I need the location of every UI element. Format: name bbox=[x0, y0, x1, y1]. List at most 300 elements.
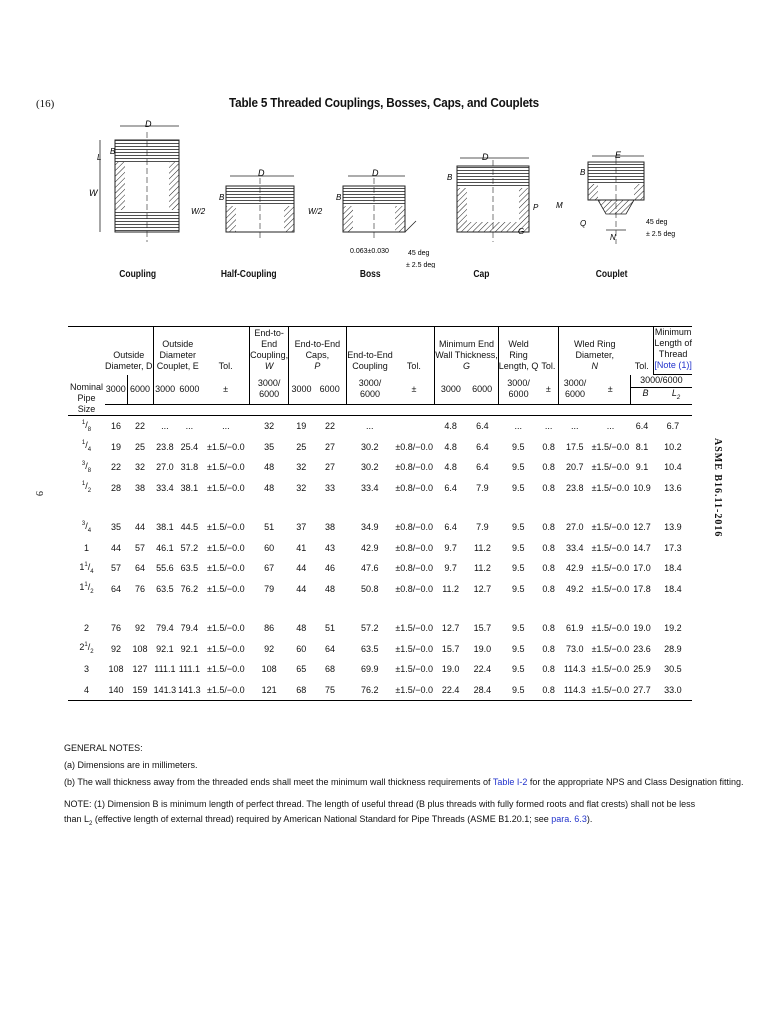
table-cell: 19.0 bbox=[473, 643, 492, 654]
half-coupling-drawing bbox=[191, 168, 294, 240]
table-cell: ±1.5/−0.0 bbox=[395, 643, 434, 654]
boss-dim-W2-label: W/2 bbox=[308, 207, 323, 216]
table-cell: 92.1 bbox=[156, 643, 174, 654]
table-cell: 18.4 bbox=[664, 583, 682, 594]
figure-label-coupling: Coupling bbox=[119, 269, 157, 280]
table-cell: 0.8 bbox=[542, 441, 555, 452]
dim-W-label: W bbox=[89, 188, 98, 198]
table-cell: 33.4 bbox=[566, 542, 584, 553]
notes-section bbox=[64, 740, 744, 832]
nominal-size-cell: $1^1/_2$ bbox=[79, 582, 94, 595]
table-cell: 9.5 bbox=[512, 441, 525, 452]
table-cell: 0.8 bbox=[542, 583, 555, 594]
table-cell: ±1.5/−0.0 bbox=[206, 664, 245, 675]
table-cell: ±1.5/−0.0 bbox=[591, 664, 630, 675]
table-cell: 38.1 bbox=[180, 482, 199, 493]
table-cell: 27.0 bbox=[156, 462, 174, 473]
p-6000-header: 6000 bbox=[314, 375, 346, 405]
table-cell: 25 bbox=[296, 441, 307, 452]
table-cell: 34.9 bbox=[361, 522, 379, 533]
table-cell: 4.8 bbox=[444, 421, 457, 432]
half-dim-B-label: B bbox=[219, 193, 225, 202]
table-cell: 33.0 bbox=[654, 680, 692, 701]
table-cell: 108 bbox=[132, 643, 148, 654]
table-cell: ... bbox=[571, 421, 579, 432]
couplet-length-header: End-to-End Coupling bbox=[346, 327, 394, 375]
table-cell: 44.5 bbox=[180, 522, 199, 533]
table-cell: 27.0 bbox=[566, 522, 584, 533]
nominal-size-cell: 2 bbox=[84, 623, 90, 634]
q-class-header: 3000/ 6000 bbox=[498, 375, 538, 405]
table-cell: ±1.5/−0.0 bbox=[591, 441, 630, 452]
table-cell: 108 bbox=[108, 664, 124, 675]
table-cell: 48 bbox=[324, 583, 335, 594]
couplet-tol-header: Tol. bbox=[202, 327, 250, 375]
cap-drawing bbox=[447, 152, 539, 242]
table-cell: 0.8 bbox=[542, 563, 555, 574]
weld-ring-tol-header: Tol. bbox=[538, 327, 559, 375]
table-cell: ±1.5/−0.0 bbox=[591, 462, 630, 473]
table-cell: ±1.5/−0.0 bbox=[591, 542, 630, 553]
table-cell: 17.3 bbox=[664, 542, 682, 553]
e-6000-header: 6000 bbox=[177, 375, 202, 405]
od-3000-header: 3000 bbox=[105, 375, 127, 405]
table-cell: 14.7 bbox=[633, 542, 651, 553]
table-cell: ±1.5/−0.0 bbox=[206, 482, 245, 493]
table-cell: 27 bbox=[324, 441, 335, 452]
table-cell: 20.7 bbox=[566, 462, 584, 473]
table-cell: 32 bbox=[296, 462, 307, 473]
od-6000-header: 6000 bbox=[127, 375, 153, 405]
table-cell: 159 bbox=[127, 680, 153, 701]
table-cell: 28.9 bbox=[664, 643, 682, 654]
table-row bbox=[68, 639, 692, 660]
table-cell: 12.7 bbox=[473, 583, 492, 594]
table-cell: 51 bbox=[264, 522, 275, 533]
table-cell: 6.4 bbox=[476, 462, 489, 473]
table-cell: ... bbox=[161, 421, 169, 432]
table-cell: 28.4 bbox=[467, 680, 499, 701]
table-cell: 32 bbox=[264, 421, 275, 432]
table-cell: 15.7 bbox=[441, 643, 460, 654]
table-cell: ±1.5/−0.0 bbox=[206, 643, 245, 654]
couplet-class-header: 3000/ 6000 bbox=[346, 375, 394, 405]
table-cell: 57 bbox=[111, 563, 122, 574]
table-row bbox=[68, 538, 692, 559]
table-cell: 0.8 bbox=[542, 542, 555, 553]
fitting-figures bbox=[60, 118, 720, 288]
couplet-dim-N-label: N bbox=[610, 233, 616, 242]
table-cell: 63.5 bbox=[180, 563, 199, 574]
table-cell: 61.9 bbox=[566, 623, 584, 634]
table-cell: 63.5 bbox=[361, 643, 379, 654]
table-cell: 64 bbox=[324, 643, 335, 654]
table-cell: 0.8 bbox=[542, 522, 555, 533]
table-header bbox=[68, 327, 692, 416]
table-cell: 17.5 bbox=[566, 441, 584, 452]
table-cell: 19.2 bbox=[664, 623, 682, 634]
weld-ring-length-header: Weld Ring Length, Q bbox=[498, 327, 538, 375]
table-cell: 19.0 bbox=[441, 664, 460, 675]
table-cell: ±1.5/−0.0 bbox=[591, 482, 630, 493]
table-cell: 0.8 bbox=[538, 680, 559, 701]
table-cell: 27.7 bbox=[630, 680, 654, 701]
q-pm-header: ± bbox=[538, 375, 559, 405]
cap-dim-B-label: B bbox=[447, 173, 453, 182]
table-cell: 17.8 bbox=[633, 583, 651, 594]
table-cell: 50.8 bbox=[361, 583, 379, 594]
table-cell: 7.9 bbox=[476, 522, 489, 533]
table-cell: ±1.5/−0.0 bbox=[591, 623, 630, 634]
nominal-size-cell: $^1/_8$ bbox=[81, 419, 92, 433]
table-cell: 22 bbox=[324, 421, 335, 432]
table-cell: 48 bbox=[264, 462, 275, 473]
table-cell: 0.8 bbox=[542, 482, 555, 493]
table-cell: 37 bbox=[296, 522, 307, 533]
table-cell: 30.2 bbox=[361, 441, 379, 452]
table-cell: 6.7 bbox=[666, 421, 680, 432]
table-cell: ±1.5/−0.0 bbox=[206, 583, 245, 594]
coupling-drawing bbox=[89, 119, 179, 242]
table-cell: 9.5 bbox=[498, 680, 538, 701]
table-cell: 25 bbox=[135, 441, 146, 452]
couplet-dim-B-label: B bbox=[580, 168, 586, 177]
table-cell: 11.2 bbox=[473, 563, 491, 574]
table-cell: 0.8 bbox=[542, 664, 555, 675]
nominal-size-cell: $2^1/_2$ bbox=[79, 642, 94, 655]
table-cell: 141.3 bbox=[177, 680, 202, 701]
table-cell: 30.2 bbox=[361, 462, 379, 473]
table-cell: ±1.5/−0.0 bbox=[206, 623, 245, 634]
table-cell: 48 bbox=[264, 482, 275, 493]
table-cell: ±1.5/−0.0 bbox=[206, 441, 245, 452]
table-cell: 22.4 bbox=[473, 664, 492, 675]
couplet-angle-tol: ± 2.5 deg bbox=[646, 231, 676, 238]
table-cell: 38.1 bbox=[156, 522, 174, 533]
note-1-link[interactable]: [Note (1)] bbox=[654, 360, 692, 370]
table-cell: ±1.5/−0.0 bbox=[206, 522, 245, 533]
g-6000-header: 6000 bbox=[467, 375, 499, 405]
table-cell: 9.7 bbox=[444, 563, 457, 574]
table-cell: 42.9 bbox=[361, 542, 379, 553]
table-cell: 15.7 bbox=[473, 623, 492, 634]
table-body bbox=[68, 416, 692, 701]
nominal-size-cell: $1^1/_4$ bbox=[79, 561, 94, 575]
table-cell: ... bbox=[185, 421, 194, 432]
nominal-size-cell: 1 bbox=[84, 542, 90, 553]
nominal-size-cell: $^1/_4$ bbox=[81, 440, 92, 453]
nominal-size-cell: 4 bbox=[68, 680, 105, 701]
table-cell: 9.5 bbox=[512, 583, 525, 594]
table-cell: 76.2 bbox=[346, 680, 394, 701]
table-cell: 127 bbox=[132, 664, 148, 675]
table-cell: 92 bbox=[264, 643, 275, 654]
table-cell: ±1.5/−0.0 bbox=[202, 680, 250, 701]
couplet-pm-header: ± bbox=[394, 375, 435, 405]
table-cell: 6.4 bbox=[635, 421, 649, 432]
figure-label-half-coupling: Half-Coupling bbox=[220, 269, 277, 280]
table-cell: 79.4 bbox=[156, 623, 174, 634]
nominal-size-cell: 3 bbox=[84, 664, 90, 675]
table-cell: 86 bbox=[264, 623, 275, 634]
table-cell: 44 bbox=[135, 522, 146, 533]
table-cell: ±0.8/−0.0 bbox=[395, 563, 434, 574]
boss-dim-D-label: D bbox=[372, 168, 379, 178]
table-cell: ... bbox=[366, 421, 374, 432]
g-3000-header: 3000 bbox=[435, 375, 467, 405]
table-cell: 27 bbox=[324, 462, 335, 473]
table-cell: 79.4 bbox=[180, 623, 199, 634]
boss-angle: 45 deg bbox=[408, 250, 430, 257]
table-cell: 33 bbox=[324, 482, 335, 493]
table-cell: 73.0 bbox=[566, 643, 584, 654]
table-row bbox=[68, 659, 692, 680]
table-cell: 33.4 bbox=[156, 482, 174, 493]
boss-drawing bbox=[308, 168, 435, 268]
table-row bbox=[68, 416, 692, 437]
figure-label-cap: Cap bbox=[473, 269, 490, 280]
table-cell: 75 bbox=[314, 680, 346, 701]
table-cell: 46.1 bbox=[156, 542, 174, 553]
table-cell: 44 bbox=[111, 542, 122, 553]
table-title: Table 5 Threaded Couplings, Bosses, Caps, and Couplets bbox=[229, 95, 539, 110]
nominal-size-header: Nominal Pipe bbox=[68, 327, 105, 405]
table-cell: 0.8 bbox=[542, 462, 555, 473]
table-cell: 4.8 bbox=[444, 462, 457, 473]
figure-label-couplet: Couplet bbox=[595, 269, 628, 280]
standard-designation: ASME B16.11-2016 bbox=[712, 438, 723, 538]
coupling-length-header: End-to- End Coupling, W bbox=[250, 327, 289, 375]
table-cell: 19 bbox=[296, 421, 307, 432]
table-cell: 33.4 bbox=[361, 482, 379, 493]
table-cell: 31.8 bbox=[180, 462, 199, 473]
table-row bbox=[68, 558, 692, 579]
table-cell: 57.2 bbox=[180, 542, 199, 553]
table-cell: 44 bbox=[296, 563, 307, 574]
cap-dim-P-label: P bbox=[533, 203, 539, 212]
half-dim-D-label: D bbox=[258, 168, 265, 178]
table-cell: 57.2 bbox=[361, 623, 379, 634]
table-cell: 64 bbox=[135, 563, 146, 574]
table-cell: ... bbox=[544, 421, 553, 432]
table-cell: 9.7 bbox=[444, 542, 457, 553]
table-cell: ±0.8/−0.0 bbox=[395, 542, 434, 553]
general-notes-title: GENERAL NOTES: bbox=[64, 743, 143, 753]
couplet-dim-M-label: M bbox=[556, 201, 563, 210]
table-cell: 60 bbox=[264, 542, 275, 553]
table-cell: 108 bbox=[261, 664, 277, 675]
table-cell: 10.4 bbox=[664, 462, 682, 473]
boss-tolerance: 0.063±0.030 bbox=[350, 248, 389, 255]
thread-length-header: Minimum Length of Thread [Note (1)] bbox=[654, 327, 692, 375]
table-row bbox=[68, 478, 692, 499]
dimensions-table bbox=[68, 326, 692, 701]
table-cell: 17.0 bbox=[633, 563, 651, 574]
table-cell: ±1.5/−0.0 bbox=[206, 462, 245, 473]
table-cell: 0.8 bbox=[542, 623, 555, 634]
table-cell: 13.6 bbox=[664, 482, 682, 493]
table-cell: 9.5 bbox=[512, 522, 525, 533]
table-cell: 6.4 bbox=[444, 522, 457, 533]
half-dim-W2-label: W/2 bbox=[191, 207, 206, 216]
table-cell: 10.2 bbox=[664, 441, 682, 452]
table-cell: ±1.5/−0.0 bbox=[591, 583, 630, 594]
table-cell: ±1.5/−0.0 bbox=[591, 563, 630, 574]
table-i2-link[interactable]: Table I-2 bbox=[492, 777, 528, 787]
table-cell: 19 bbox=[111, 441, 122, 452]
general-note-a: (a) Dimensions are in millimeters. bbox=[64, 760, 198, 770]
table-cell: 141.3 bbox=[153, 680, 177, 701]
table-cell: 68 bbox=[289, 680, 314, 701]
table-cell: 6.4 bbox=[476, 421, 489, 432]
spacer-row bbox=[68, 498, 692, 517]
table-cell: 92.1 bbox=[180, 643, 199, 654]
table-row bbox=[68, 457, 692, 478]
table-cell: 9.1 bbox=[635, 462, 649, 473]
ring-diameter-header: Wled Ring Diameter, N bbox=[559, 327, 630, 375]
nominal-size-cell: $^3/_4$ bbox=[81, 520, 92, 534]
table-cell: 65 bbox=[296, 664, 307, 675]
table-cell: 79 bbox=[264, 583, 275, 594]
table-cell: 42.9 bbox=[566, 563, 584, 574]
table-cell: ±1.5/−0.0 bbox=[206, 542, 245, 553]
table-cell: 32 bbox=[296, 482, 307, 493]
table-cell: ±0.8/−0.0 bbox=[395, 462, 434, 473]
fitting-drawings bbox=[60, 118, 720, 268]
e-3000-header: 3000 bbox=[153, 375, 177, 405]
table-cell: 12.7 bbox=[441, 623, 460, 634]
table-cell: 76 bbox=[111, 623, 122, 634]
table-cell: 111.1 bbox=[154, 664, 176, 675]
table-cell: 6.4 bbox=[444, 482, 457, 493]
table-cell: 67 bbox=[264, 563, 275, 574]
couplet-dim-E-label: E bbox=[615, 150, 622, 160]
table-cell: 92 bbox=[111, 643, 122, 654]
table-cell: 9.5 bbox=[512, 482, 525, 493]
table-cell: 22 bbox=[135, 421, 146, 432]
dim-D-label: D bbox=[145, 119, 152, 129]
table-cell: 140 bbox=[105, 680, 127, 701]
table-cell: 12.7 bbox=[633, 522, 651, 533]
table-cell: 47.6 bbox=[361, 563, 379, 574]
table-cell: 8.1 bbox=[635, 441, 649, 452]
table-cell: 16 bbox=[111, 421, 122, 432]
table-cell: 9.5 bbox=[512, 542, 525, 553]
table-cell: ±1.5/−0.0 bbox=[395, 623, 434, 634]
section-reference: (16) bbox=[36, 98, 55, 110]
table-cell: 48 bbox=[296, 623, 307, 634]
table-cell: 44 bbox=[296, 583, 307, 594]
table-row bbox=[68, 680, 692, 701]
couplet-length-tol-header: Tol. bbox=[394, 327, 435, 375]
e-pm-header: ± bbox=[202, 375, 250, 405]
table-cell: 22 bbox=[111, 462, 122, 473]
table-cell: 64 bbox=[111, 583, 122, 594]
table-cell: ±1.5/−0.0 bbox=[591, 643, 630, 654]
table-cell: 38 bbox=[135, 482, 146, 493]
table-cell: 60 bbox=[296, 643, 307, 654]
table-cell: 111.1 bbox=[178, 664, 200, 675]
table-cell: 22.4 bbox=[435, 680, 467, 701]
table-cell: 114.3 bbox=[559, 680, 591, 701]
table-cell: 35 bbox=[111, 522, 122, 533]
table-cell: 55.6 bbox=[156, 563, 174, 574]
size-header: Size bbox=[68, 404, 105, 416]
table-cell: 18.4 bbox=[664, 563, 682, 574]
couplet-drawing bbox=[556, 150, 675, 244]
table-cell: 9.5 bbox=[512, 462, 525, 473]
spacer-row bbox=[68, 599, 692, 618]
table-cell: 28 bbox=[111, 482, 122, 493]
table-cell bbox=[394, 416, 435, 437]
thread-subheader: 3000/6000 B $L_2$ bbox=[630, 375, 692, 405]
table-cell: 121 bbox=[250, 680, 289, 701]
table-cell: 38 bbox=[324, 522, 335, 533]
table-cell: 23.8 bbox=[156, 441, 174, 452]
para-6-3-link[interactable]: para. 6.3 bbox=[551, 814, 587, 824]
caps-length-header: End-to-End Caps, P bbox=[289, 327, 346, 375]
table-cell: 63.5 bbox=[156, 583, 174, 594]
general-note-b: (b) The wall thickness away from the threaded ends shall meet the minimum wall thickness requirements of Table I-2 for the appropriate NPS and Class Designation fitting. bbox=[64, 777, 744, 787]
table-cell: 10.9 bbox=[633, 482, 651, 493]
table-cell: 9.5 bbox=[512, 563, 525, 574]
table-cell: ... bbox=[514, 421, 523, 432]
table-row bbox=[68, 579, 692, 600]
table-cell: 46 bbox=[324, 563, 335, 574]
table-cell: 19.0 bbox=[633, 623, 651, 634]
boss-dim-B-label: B bbox=[336, 193, 342, 202]
table-cell: ±0.8/−0.0 bbox=[395, 482, 434, 493]
n-class-header: 3000/ 6000 bbox=[559, 375, 591, 405]
table-cell: 51 bbox=[324, 623, 335, 634]
table-cell: 114.3 bbox=[563, 664, 586, 675]
table-cell: ±1.5/−0.0 bbox=[395, 664, 434, 675]
couplet-dim-Q-label: Q bbox=[580, 219, 587, 228]
table-cell: ±1.5/−0.0 bbox=[206, 563, 245, 574]
table-cell: 9.5 bbox=[512, 623, 525, 634]
table-cell: 6.4 bbox=[476, 441, 489, 452]
table-row bbox=[68, 517, 692, 538]
dim-B-label: B bbox=[110, 147, 116, 156]
table-cell: ±0.8/−0.0 bbox=[395, 583, 434, 594]
table-cell: 43 bbox=[324, 542, 335, 553]
outside-diameter-header: Outside Diameter, D bbox=[105, 327, 153, 375]
table-row bbox=[68, 618, 692, 639]
cap-dim-G-label: G bbox=[518, 227, 525, 236]
table-cell: ... bbox=[222, 421, 230, 432]
table-cell: 25.4 bbox=[180, 441, 199, 452]
table-cell: 13.9 bbox=[664, 522, 682, 533]
table-cell: 7.9 bbox=[476, 482, 489, 493]
p-3000-header: 3000 bbox=[289, 375, 314, 405]
table-cell: 4.8 bbox=[444, 441, 457, 452]
w-class-header: 3000/ 6000 bbox=[250, 375, 289, 405]
page-number: 9 bbox=[33, 491, 44, 496]
nominal-size-cell: $^3/_8$ bbox=[81, 460, 92, 474]
table-cell: 0.8 bbox=[542, 643, 555, 654]
ring-diameter-tol-header: Tol. bbox=[630, 327, 654, 375]
table-cell: 25.9 bbox=[633, 664, 651, 675]
table-cell: 32 bbox=[135, 462, 146, 473]
table-cell: 69.9 bbox=[361, 664, 379, 675]
figure-label-boss: Boss bbox=[359, 269, 381, 280]
boss-angle-tol: ± 2.5 deg bbox=[406, 262, 436, 268]
dim-L2-label: L bbox=[97, 153, 102, 162]
table-cell: 49.2 bbox=[566, 583, 584, 594]
cap-dim-D-label: D bbox=[482, 152, 489, 162]
table-cell: 76 bbox=[135, 583, 146, 594]
table-cell: 41 bbox=[296, 542, 307, 553]
